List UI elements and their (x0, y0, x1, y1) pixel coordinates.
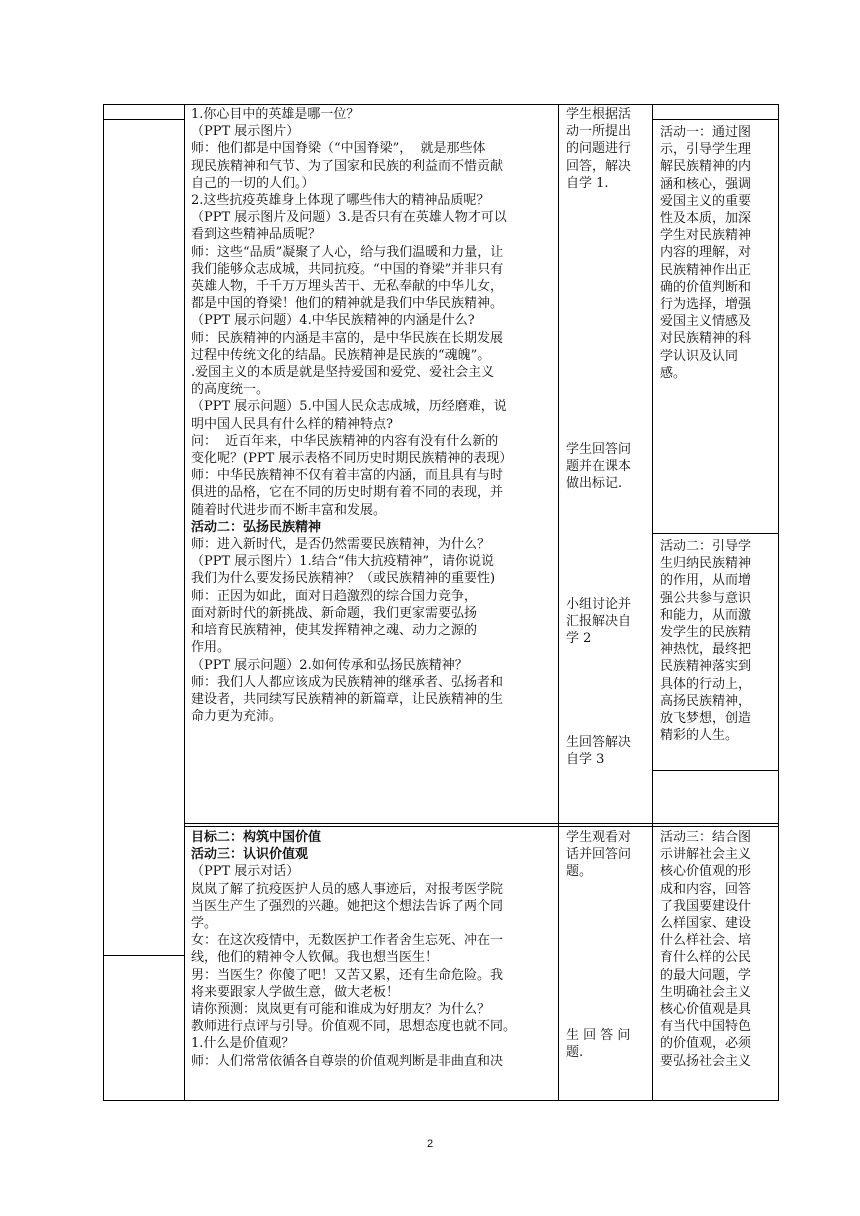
text-line: 请你预测：岚岚更有可能和谁成为好朋友？为什么？ (191, 1002, 491, 1018)
text-line: 么样国家、建设 (660, 916, 752, 932)
text-line: 的最大问题，学 (660, 967, 752, 983)
section-separator (184, 823, 779, 824)
text-line: 爱国主义的重要 (660, 193, 752, 209)
text-line: 现民族精神和气节、为了国家和民族的利益而不惜贡献 (191, 158, 504, 174)
design-intent-2 (660, 538, 778, 744)
text-line: 活动一：通过图 (660, 125, 752, 140)
text-line: 高扬民族精神， (660, 693, 752, 709)
text-line: 发学生的民族精 (660, 625, 752, 641)
text-line: 有当代中国特色 (660, 1019, 752, 1035)
text-line: 师：进入新时代，是否仍然需要民族精神，为什么？ (191, 537, 491, 553)
text-line: 感。 (660, 365, 687, 381)
text-line: 明中国人民具有什么样的精神特点? (191, 416, 393, 432)
text-line: 2.这些抗疫英雄身上体现了哪些伟大的精神品质呢？ (191, 193, 490, 209)
text-line: 自学 1. (566, 175, 609, 191)
text-line: 变化呢？(PPT 展示表格不同历史时期民族精神的表现） (191, 451, 513, 467)
text-line: 题并在课本 (566, 459, 632, 475)
text-line: 师：人们常常依循各自尊崇的价值观判断是非曲直和决 (191, 1053, 504, 1069)
text-line: 的高度统一。 (191, 382, 270, 398)
text-line: 育什么样的公民 (660, 950, 752, 966)
row-line-intent-top (652, 119, 779, 120)
text-line: 当医生产生了强烈的兴趣。她把这个想法告诉了两个同 (191, 898, 504, 914)
text-line: 俱进的品格，它在不同的历史时期有着不同的表现，并 (191, 485, 504, 501)
section1-main-content (191, 106, 555, 725)
text-line: 线，他们的精神令人钦佩。我也想当医生！ (191, 950, 439, 966)
text-line: 过程中传统文化的结晶。民族精神是民族的“魂魄”。 (191, 347, 491, 363)
text-line: 自己的一切的人们。） (191, 175, 315, 191)
table-divider-2 (558, 104, 559, 1101)
text-line: （PPT 展示图片）1.结合“伟大抗疫精神”，请你说说 (191, 554, 494, 570)
text-line: 爱国主义情感及 (660, 314, 752, 330)
text-line: 命力更为充沛。 (191, 709, 283, 725)
text-line: 男：当医生？你傻了吧！又苦又累，还有生命危险。我 (191, 967, 504, 983)
text-line: 学生观看对 (566, 830, 632, 845)
text-line: 学生根据活 (566, 107, 632, 122)
text-line: 师：这些“品质”凝聚了人心，给与我们温暖和力量，让 (191, 244, 504, 260)
row-line-left-lower (103, 955, 185, 956)
text-line: 面对新时代的新挑战、新命题，我们更家需要弘扬 (191, 605, 478, 621)
activity-heading: 活动三：认识价值观 (191, 847, 309, 863)
text-line: 师：我们人人都应该成为民族精神的继承者、弘扬者和 (191, 674, 504, 690)
text-line: 和能力，从而激 (660, 607, 752, 623)
table-divider-3 (652, 104, 653, 1101)
student-activity-2 (566, 441, 652, 493)
student-activity-5 (566, 829, 652, 881)
text-line: 学生回答问 (566, 442, 632, 457)
table-top-border (103, 104, 779, 105)
text-line: 核心价值观的形 (660, 864, 752, 880)
text-line: 师：正因为如此，面对日趋激烈的综合国力竞争， (191, 588, 478, 604)
text-line: 1.什么是价值观？ (191, 1036, 295, 1052)
text-line: 示讲解社会主义 (660, 847, 752, 863)
text-line: 建设者，共同续写民族精神的新篇章，让民族精神的生 (191, 691, 504, 707)
text-line: 具体的行动上， (660, 676, 752, 692)
text-line: 我们能够众志成城，共同抗疫。“中国的脊梁”并非只有 (191, 261, 504, 277)
text-line: 确的价值判断和 (660, 279, 752, 295)
text-line: 题。 (566, 864, 593, 880)
text-line: 神热忱，最终把 (660, 642, 752, 658)
text-line: 岚岚了解了抗疫医护人员的感人事迹后，对报考医学院 (191, 881, 504, 897)
section-separator-thin (184, 826, 779, 827)
text-line: 师：民族精神的内涵是丰富的，是中华民族在长期发展 (191, 330, 504, 346)
text-line: 核心价值观是具 (660, 1002, 752, 1018)
text-line: （PPT 展示对话） (191, 864, 300, 880)
text-line: 1.你心目中的英雄是哪一位？ (191, 107, 360, 122)
text-line: 回答，解决 (566, 158, 632, 174)
table-bottom-border (103, 1100, 779, 1101)
text-line: .爱国主义的本质是就是坚持爱国和爱党、爱社会主义 (191, 365, 495, 381)
table-left-border (103, 104, 104, 1101)
section2-main-content (191, 829, 555, 1070)
student-activity-6 (566, 1027, 652, 1061)
text-line: 师：中华民族精神不仅有着丰富的内涵，而且具有与时 (191, 468, 504, 484)
text-line: 生归纳民族精神 (660, 556, 752, 572)
text-line: 活动二：引导学 (660, 539, 752, 554)
text-line: 学 2 (566, 631, 592, 647)
text-line: 示，引导学生理 (660, 142, 752, 158)
activity-heading: 活动二：弘扬民族精神 (191, 519, 322, 535)
text-line: 了我国要建设什 (660, 898, 752, 914)
text-line: 活动三：结合图 (660, 830, 752, 845)
design-intent-3 (660, 829, 778, 1070)
text-line: 都是中国的脊梁！他们的精神就是我们中华民族精神。 (191, 296, 504, 312)
text-line: 小组讨论并 (566, 597, 632, 612)
text-line: 题. (566, 1045, 584, 1061)
text-line: （PPT 展示问题）4.中华民族精神的内涵是什么? (191, 313, 475, 329)
text-line: 动一所提出 (566, 124, 632, 140)
text-line: 对民族精神的科 (660, 331, 752, 347)
text-line: 学认识及认同 (660, 348, 739, 364)
text-line: 民族精神作出正 (660, 262, 752, 278)
text-line: 要弘扬社会主义 (660, 1053, 752, 1069)
text-line: 英雄人物，千千万万埋头苦干、无私奉献的中华儿女， (191, 279, 504, 295)
text-line: 什么样社会、培 (660, 933, 752, 949)
text-line: 民族精神落实到 (660, 659, 752, 675)
row-line-intent-mid (652, 533, 779, 534)
student-activity-1 (566, 106, 652, 192)
text-line: 女：在这次疫情中，无数医护工作者舍生忘死、冲在一 (191, 933, 504, 949)
text-line: 汇报解决自 (566, 614, 632, 630)
text-line: 师：他们都是中国脊梁（“中国脊梁”， 就是那些体 (191, 141, 486, 157)
text-line: 学生对民族精神 (660, 228, 752, 244)
text-line: 强公共参与意识 (660, 590, 752, 606)
text-line: 解民族精神的内 (660, 159, 752, 175)
text-line: 生明确社会主义 (660, 984, 752, 1000)
text-line: 教师进行点评与引导。价值观不同，思想态度也就不同。 (191, 1019, 517, 1035)
text-line: （PPT 展示问题）2.如何传承和弘扬民族精神？ (191, 657, 468, 673)
text-line: 放飞梦想，创造 (660, 711, 752, 727)
text-line: 内容的理解，对 (660, 245, 752, 261)
text-line: 问： 近百年来，中华民族精神的内容有没有什么新的 (191, 433, 499, 449)
text-line: 生回答解决 (566, 735, 632, 750)
text-line: 的问题进行 (566, 141, 632, 157)
text-line: 行为选择，增强 (660, 297, 752, 313)
student-activity-3 (566, 596, 652, 648)
student-activity-4 (566, 734, 652, 768)
text-line: 我们为什么要发扬民族精神？（或民族精神的重要性) (191, 571, 496, 587)
text-line: （PPT 展示问题）5.中国人民众志成城，历经磨难，说 (191, 399, 507, 415)
page-number: 2 (426, 1138, 434, 1150)
text-line: 涵和核心，强调 (660, 176, 752, 192)
text-line: 和培育民族精神，使其发挥精神之魂、动力之源的 (191, 623, 478, 639)
text-line: 生 回 答 问 (566, 1028, 631, 1043)
text-line: 自学 3 (566, 752, 605, 768)
text-line: 的作用，从而增 (660, 573, 752, 589)
text-line: 学。 (191, 916, 218, 932)
text-line: 精彩的人生。 (660, 728, 739, 744)
text-line: 成和内容，回答 (660, 881, 752, 897)
text-line: （PPT 展示图片及问题）3.是否只有在英雄人物才可以 (191, 210, 507, 226)
text-line: 做出标记. (566, 476, 623, 492)
goal-heading: 目标二：构筑中国价值 (191, 830, 322, 845)
text-line: 随着时代进步而不断丰富和发展。 (191, 502, 387, 518)
row-line-left-top (103, 119, 185, 120)
text-line: （PPT 展示图片） (191, 124, 300, 140)
text-line: 作用。 (191, 640, 231, 656)
design-intent-1 (660, 124, 778, 382)
table-right-border (778, 104, 779, 1101)
text-line: 的价值观，必须 (660, 1036, 752, 1052)
text-line: 性及本质，加深 (660, 211, 752, 227)
table-divider-1 (184, 104, 185, 1101)
row-line-intent-lower (652, 770, 779, 771)
text-line: 将来要跟家人学做生意，做大老板！ (191, 984, 400, 1000)
text-line: 话并回答问 (566, 847, 632, 863)
text-line: 看到这些精神品质呢？ (191, 227, 322, 243)
